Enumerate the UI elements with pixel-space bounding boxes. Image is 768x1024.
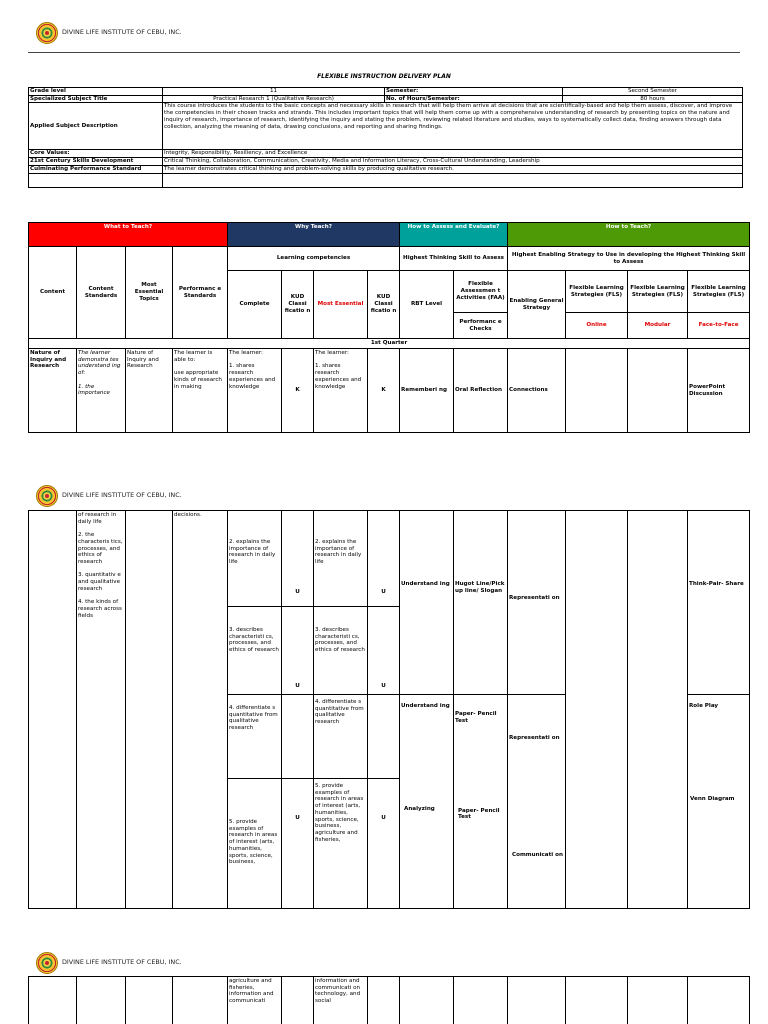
table-row — [29, 349, 750, 433]
grade-level-row — [29, 88, 743, 96]
core-values-row — [29, 150, 743, 158]
complete-competency-cell: 3. describes characteristi cs, processes, and ethics of research — [228, 607, 282, 695]
kud-cell: K — [368, 349, 400, 433]
complete-competency-cell: 5. provide examples of research in areas of interest (arts, humanities, sports, science, business, — [228, 779, 282, 909]
description-value: This course introduces the students to the basic concepts and necessary skills in research that will help them arrive at decisions that are scientifically-based and help them assess, discover, and improve the competencies in their chosen tracks and strands. This includes important topics that will help them come up with a comprehensive understanding of research by presenting topics on the nature and inquiry of research, importance of research, identifying the inquiry and stating the problem, reviewing related literature and studies, ways to systematically collect data, finding answers through data collection, analyzing the meaning of data, drawing conclusions, and reporting and sharing findings. — [163, 103, 743, 150]
institute-logo — [36, 952, 58, 974]
core-values-value: Integrity, Responsibility, Resiliency, and Excellence — [163, 150, 743, 158]
kud-header: KUD Classi ficatio n — [282, 271, 314, 339]
faa-cell — [454, 977, 508, 1024]
content-header: Content — [29, 247, 77, 339]
enabling-cell: Connections — [508, 349, 566, 433]
table-row — [29, 977, 750, 1024]
content-standards-cell: The learner demonstra tes understand ing of: 1. the importance — [77, 349, 126, 433]
performance-checks-header: Performanc e Checks — [454, 313, 508, 339]
modular-cell — [628, 977, 688, 1024]
performance-standards-cell: decisions. — [173, 511, 228, 909]
content-cell — [29, 977, 77, 1024]
kud-cell — [282, 977, 314, 1024]
face-to-face-cell: Think-Pair- Share — [688, 511, 750, 695]
culminating-value: The learner demonstrates critical thinking and problem-solving skills by producing qualitative research. — [163, 165, 743, 173]
kud-cell: U — [282, 607, 314, 695]
content-standards-cell: of research in daily life 2. the characteris tics, processes, and ethics of research 3. quantitativ e and qualitative research 4. the kinds of research across fields — [77, 511, 126, 909]
blank-cell — [29, 173, 163, 187]
face-to-face-label: Face-to-Face — [688, 313, 750, 339]
description-row — [29, 103, 743, 150]
online-cell — [566, 511, 628, 909]
online-label: Online — [566, 313, 628, 339]
kud-header: KUD Classi ficatio n — [368, 271, 400, 339]
fls-modular-header: Flexible Learning Strategies (FLS) — [628, 271, 688, 313]
quarter-row — [29, 339, 750, 349]
enabling-cell — [508, 977, 566, 1024]
hours-value: 80 hours — [563, 95, 743, 103]
topics-cell: Nature of Inquiry and Research — [126, 349, 173, 433]
semester-label: Semester: — [385, 88, 563, 96]
subject-label: Specialized Subject Title — [29, 95, 163, 103]
complete-competency-cell: 2. explains the importance of research in daily life — [228, 511, 282, 607]
hours-label: No. of Hours/Semester: — [385, 95, 563, 103]
content-standards-cell — [77, 977, 126, 1024]
kud-cell: U — [368, 779, 400, 909]
fls-online-header: Flexible Learning Strategies (FLS) — [566, 271, 628, 313]
kud-cell — [368, 695, 400, 779]
rbt-level-header: RBT Level — [400, 271, 454, 339]
instruction-plan-table-continued — [28, 976, 750, 1024]
grade-level-label: Grade level — [29, 88, 163, 96]
semester-value: Second Semester — [563, 88, 743, 96]
core-values-label: Core Values: — [29, 150, 163, 158]
essential-competency-cell: 4. differentiate s quantitative from qualitative research — [314, 695, 368, 779]
modular-label: Modular — [628, 313, 688, 339]
institute-name: DIVINE LIFE INSTITUTE OF CEBU, INC. — [62, 491, 182, 499]
face-to-face-cell: PowerPoint Discussion — [688, 349, 750, 433]
quarter-label: 1st Quarter — [29, 339, 750, 349]
institute-logo — [36, 485, 58, 507]
kud-cell: U — [282, 779, 314, 909]
kud-cell: U — [368, 607, 400, 695]
how-to-teach-header: How to Teach? — [508, 223, 750, 247]
complete-competency-cell: The learner: 1. shares research experiences and knowledge — [228, 349, 282, 433]
blank-row — [29, 173, 743, 187]
content-cell — [29, 511, 77, 909]
plan-title: FLEXIBLE INSTRUCTION DELIVERY PLAN — [317, 73, 451, 80]
assess-header: How to Assess and Evaluate? — [400, 223, 508, 247]
instruction-plan-table — [28, 222, 750, 433]
faa-header: Flexible Assessmen t Activities (FAA) — [454, 271, 508, 313]
rbt-cell: Understand ing — [400, 511, 454, 695]
fls-face-header: Flexible Learning Strategies (FLS) — [688, 271, 750, 313]
face-venn-diagram-label: Venn Diagram — [690, 796, 735, 802]
rbt-analyzing-label: Analyzing — [404, 806, 435, 812]
description-label: Applied Subject Description — [29, 103, 163, 150]
performance-standards-header: Performanc e Standards — [173, 247, 228, 339]
header-divider — [28, 52, 740, 53]
kud-cell — [282, 695, 314, 779]
institute-name: DIVINE LIFE INSTITUTE OF CEBU, INC. — [62, 958, 182, 966]
skills-row — [29, 158, 743, 166]
essential-competency-cell: 3. describes characteristi cs, processes, and ethics of research — [314, 607, 368, 695]
essential-competency-cell: 5. provide examples of research in areas of interest (arts, humanities, sports, science, business, agriculture and fisheries, — [314, 779, 368, 909]
modular-cell — [628, 511, 688, 909]
rbt-cell: Rememberi ng — [400, 349, 454, 433]
face-to-face-cell: Role Play — [688, 695, 750, 909]
grade-level-value: 11 — [163, 88, 385, 96]
subheader-row — [29, 247, 750, 271]
faa-cell: Hugot Line/Pick up line/ Slogan — [454, 511, 508, 695]
kud-cell: U — [368, 511, 400, 607]
content-cell: Nature of Inquiry and Research — [29, 349, 77, 433]
topics-cell — [126, 977, 173, 1024]
essential-competency-cell: The learner: 1. shares research experiences and knowledge — [314, 349, 368, 433]
complete-competency-cell: agriculture and fisheries, information and communicati — [228, 977, 282, 1024]
essential-competency-cell: 2. explains the importance of research in daily life — [314, 511, 368, 607]
instruction-plan-table-continued — [28, 510, 750, 909]
subject-info-table — [28, 87, 743, 188]
skills-value: Critical Thinking, Collaboration, Communication, Creativity, Media and Information Literacy, Cross-Cultural Understanding, Leadership — [163, 158, 743, 166]
kud-cell: K — [282, 349, 314, 433]
most-essential-topics-header: Most Essential Topics — [126, 247, 173, 339]
kud-cell — [368, 977, 400, 1024]
rbt-cell: Understand ing — [400, 695, 454, 909]
skills-label: 21st Century Skills Development — [29, 158, 163, 166]
faa-cell: Paper- Pencil Test — [454, 695, 508, 909]
enabling-communication-label: Communicati on — [512, 852, 563, 858]
header-band-row — [29, 223, 750, 247]
table-row — [29, 511, 750, 607]
rbt-cell — [400, 977, 454, 1024]
performance-standards-cell — [173, 977, 228, 1024]
highest-thinking-header: Highest Thinking Skill to Assess — [400, 247, 508, 271]
faa-paper-pencil-label: Paper- Pencil Test — [458, 808, 500, 820]
subject-row — [29, 95, 743, 103]
face-to-face-cell — [688, 977, 750, 1024]
faa-cell: Oral Reflection — [454, 349, 508, 433]
enabling-cell: Representati on — [508, 695, 566, 909]
performance-standards-cell: The learner is able to: use appropriate kinds of research in making — [173, 349, 228, 433]
online-cell — [566, 349, 628, 433]
learning-competencies-header: Learning competencies — [228, 247, 400, 271]
why-teach-header: Why Teach? — [228, 223, 400, 247]
most-essential-header: Most Essential — [314, 271, 368, 339]
institute-name: DIVINE LIFE INSTITUTE OF CEBU, INC. — [62, 28, 182, 36]
content-standards-header: Content Standards — [77, 247, 126, 339]
essential-competency-cell: information and communicati on technology, and social — [314, 977, 368, 1024]
topics-cell — [126, 511, 173, 909]
enabling-cell: Representati on — [508, 511, 566, 695]
institute-logo — [36, 22, 58, 44]
highest-enabling-header: Highest Enabling Strategy to Use in developing the Highest Thinking Skill to Assess — [508, 247, 750, 271]
online-cell — [566, 977, 628, 1024]
complete-competency-cell: 4. differentiate s quantitative from qualitative research — [228, 695, 282, 779]
complete-header: Complete — [228, 271, 282, 339]
blank-cell — [163, 173, 743, 187]
kud-cell: U — [282, 511, 314, 607]
subject-value: Practical Research 1 (Qualitative Research) — [163, 95, 385, 103]
what-to-teach-header: What to Teach? — [29, 223, 228, 247]
modular-cell — [628, 349, 688, 433]
culminating-label: Culminating Performance Standard — [29, 165, 163, 173]
enabling-general-header: Enabling General Strategy — [508, 271, 566, 339]
culminating-row — [29, 165, 743, 173]
